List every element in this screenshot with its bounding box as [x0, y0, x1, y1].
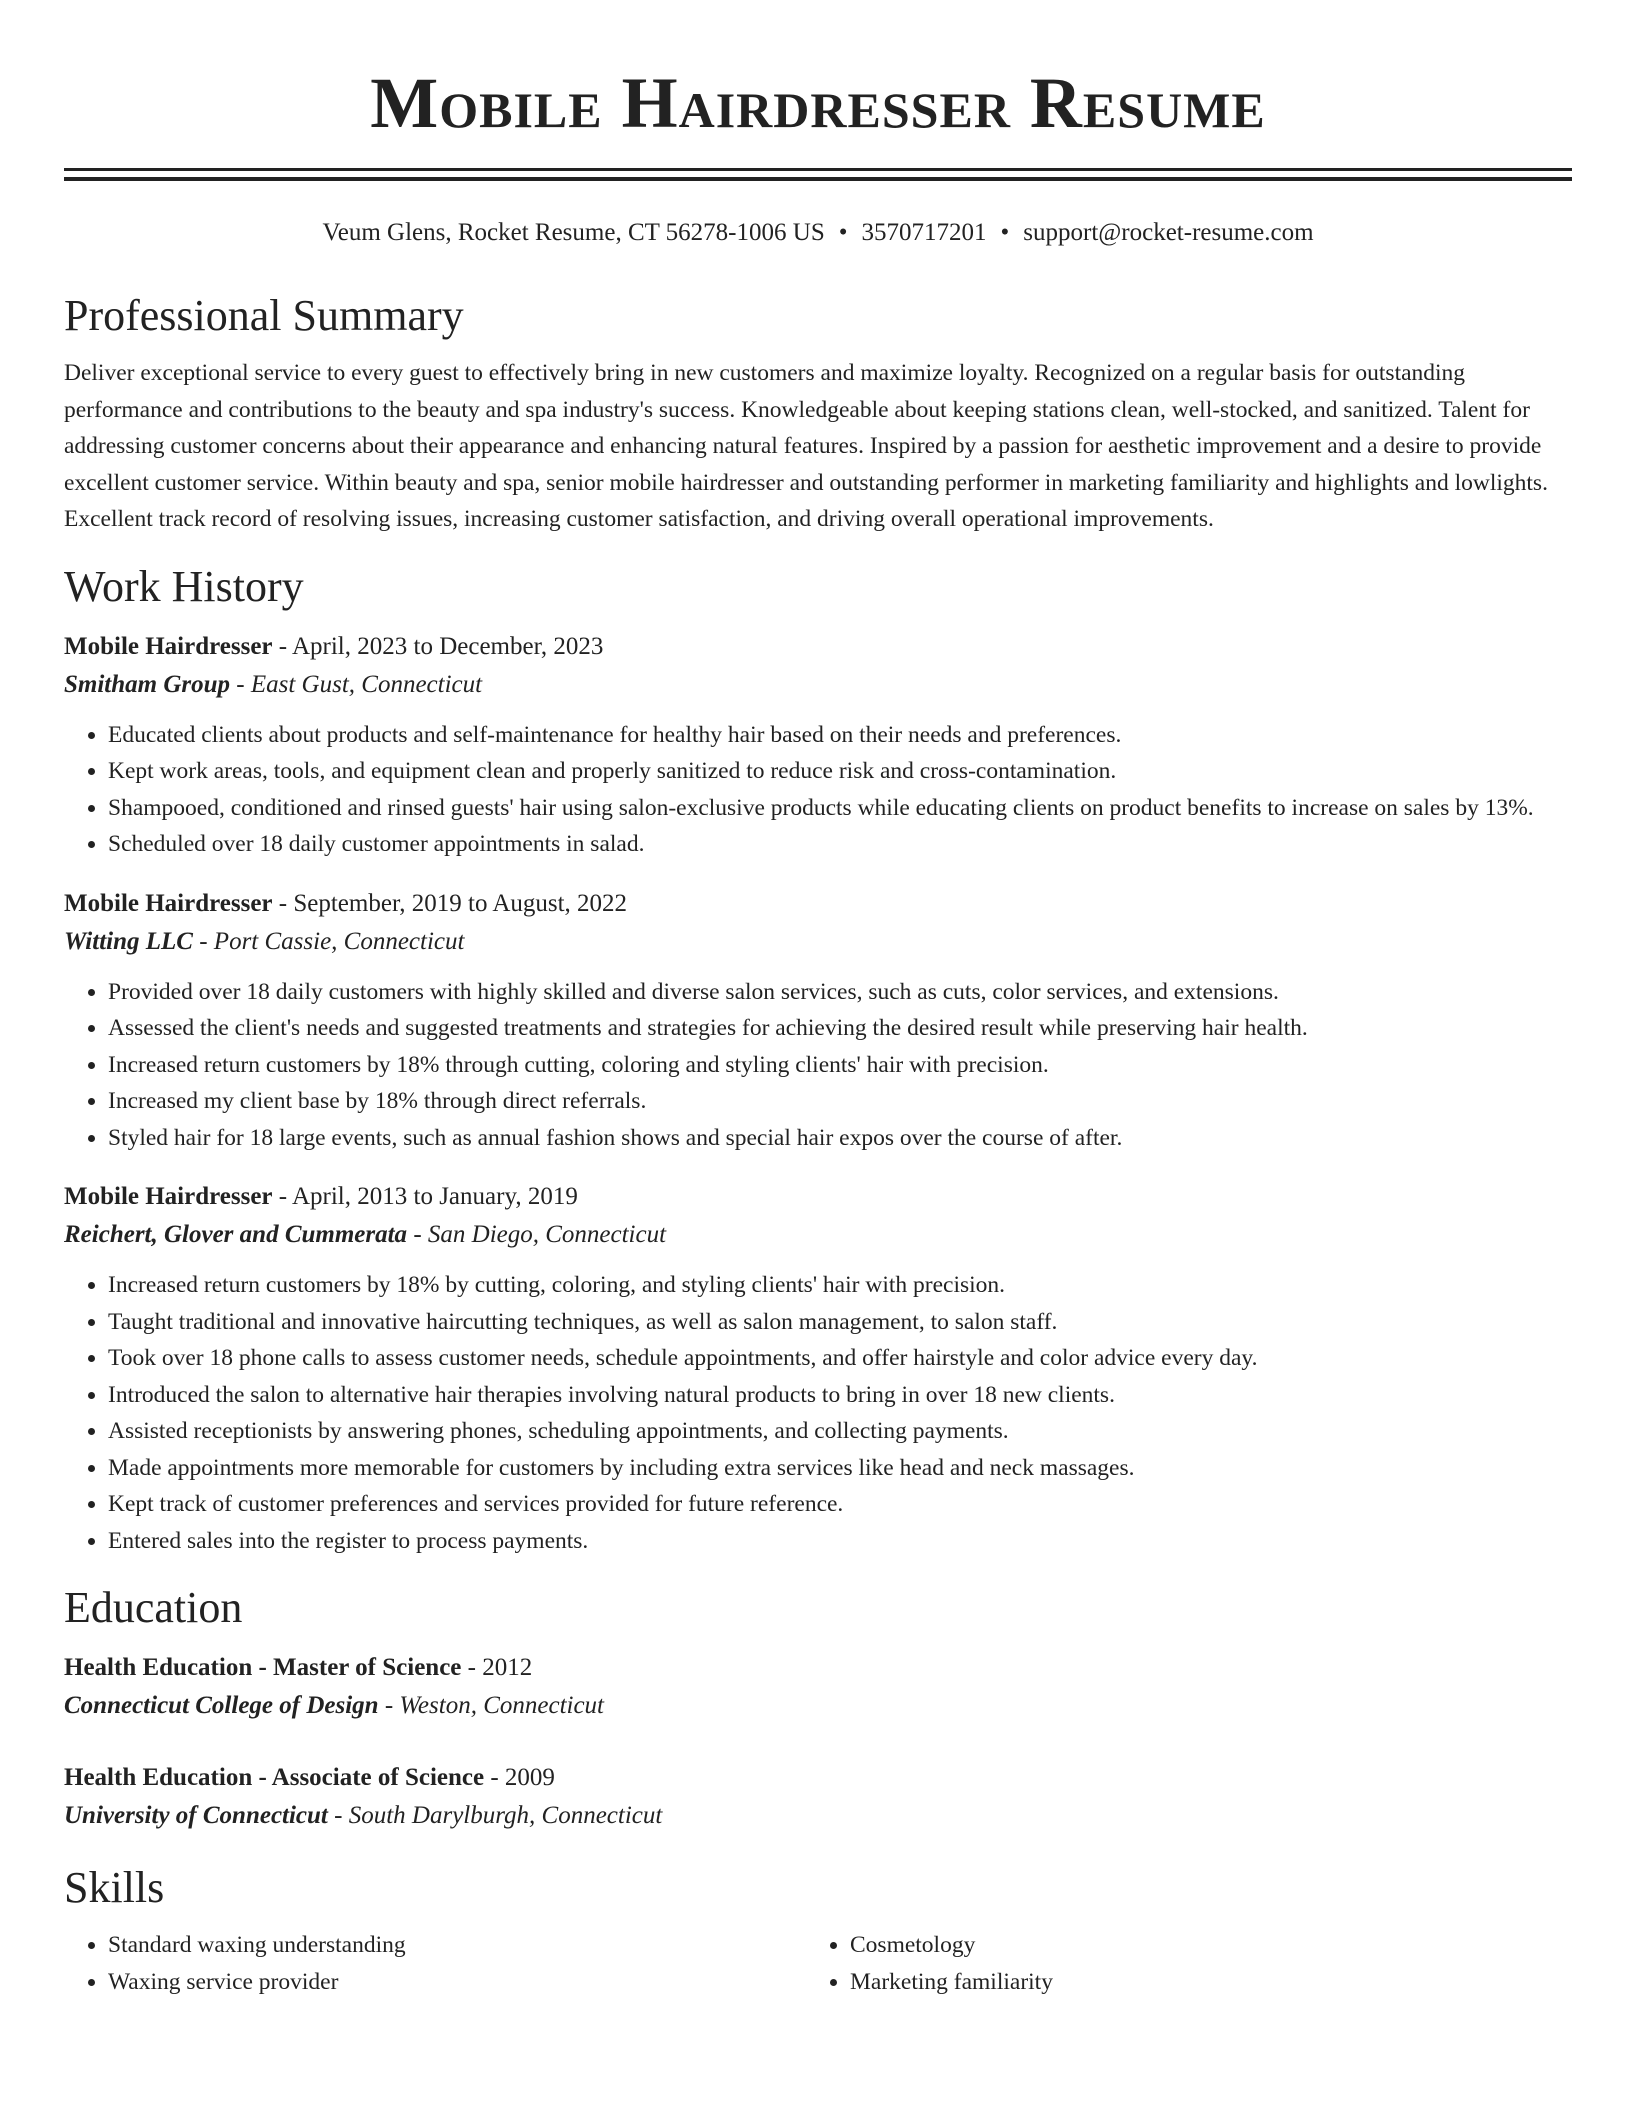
job-dates: - September, 2019 to August, 2022: [272, 889, 628, 917]
education-location: - Weston, Connecticut: [378, 1692, 605, 1719]
list-item: • Kept work areas, tools, and equipment clean and properly sanitized to reduce risk and cross-contamination.: [108, 753, 1572, 790]
list-item: • Styled hair for 18 large events, such as annual fashion shows and special hair expos over the course of after.: [108, 1120, 1572, 1157]
job-bullets: [64, 717, 1572, 863]
title-divider-top: [64, 168, 1572, 171]
contact-email: support@rocket-resume.com: [1023, 219, 1314, 246]
contact-separator: •: [1000, 219, 1010, 246]
job-bullets: [64, 1267, 1572, 1559]
skills-columns: [64, 1927, 1572, 2000]
skills-heading: Skills: [64, 1863, 165, 1912]
job-employer-line: [64, 1216, 1572, 1254]
job-employer-line: [64, 666, 1572, 704]
job-entry: [64, 628, 1572, 863]
list-item: • Waxing service provider: [108, 1964, 806, 2001]
list-item: • Entered sales into the register to process payments.: [108, 1523, 1572, 1560]
list-item: • Scheduled over 18 daily customer appointments in salad.: [108, 826, 1572, 863]
list-item: • Marketing familiarity: [850, 1964, 1548, 2001]
title-divider-bottom: [64, 177, 1572, 181]
job-location: - Port Cassie, Connecticut: [192, 927, 465, 955]
list-item: • Educated clients about products and self-maintenance for healthy hair based on their needs and preferences.: [108, 717, 1572, 754]
job-dates: - April, 2013 to January, 2019: [272, 1183, 578, 1210]
list-item: • Increased return customers by 18% through cutting, coloring and styling clients' hair with precision.: [108, 1047, 1572, 1084]
list-item: • Took over 18 phone calls to assess customer needs, schedule appointments, and offer hairstyle and color advice every day.: [108, 1340, 1572, 1377]
education-year: - 2009: [484, 1764, 555, 1791]
education-school: University of Connecticut: [64, 1802, 328, 1829]
education-entry: [64, 1649, 1572, 1725]
summary-text: Deliver exceptional service to every guest to effectively bring in new customers and maximize loyalty. Recognized on a regular basis for outstanding performance and contributions to the beauty and spa industry's success. Knowledgeable about keeping stations clean, well-stocked, and sanitized. Talent for addressing customer concerns about their appearance and enhancing natural features. Inspired by a passion for aesthetic improvement and a desire to provide excellent customer service. Within beauty and spa, senior mobile hairdresser and outstanding performer in marketing familiarity and highlights and lowlights. Excellent track record of resolving issues, increasing customer satisfaction, and driving overall operational improvements.: [64, 360, 1548, 532]
list-item: • Increased my client base by 18% through direct referrals.: [108, 1083, 1572, 1120]
list-item: • Assessed the client's needs and suggested treatments and strategies for achieving the desired result while preserving hair health.: [108, 1010, 1572, 1047]
job-title-line: [64, 1178, 1572, 1216]
skills-list-right: [806, 1927, 1548, 2000]
list-item: • Shampooed, conditioned and rinsed guests' hair using salon-exclusive products while educating clients on product benefits to increase on sales by 13%.: [108, 790, 1572, 827]
education-year: - 2012: [461, 1654, 533, 1681]
job-role: Mobile Hairdresser: [64, 632, 273, 660]
education-school-line: [64, 1687, 1572, 1725]
contact-address: Veum Glens, Rocket Resume, CT 56278-1006 US: [322, 219, 825, 246]
job-role: Mobile Hairdresser: [64, 1183, 273, 1210]
education-school: Connecticut College of Design: [64, 1692, 379, 1719]
list-item: • Taught traditional and innovative haircutting techniques, as well as salon management, to salon staff.: [108, 1304, 1572, 1341]
job-employer: Reichert, Glover and Cummerata: [64, 1221, 408, 1248]
summary-heading: Professional Summary: [64, 291, 464, 340]
list-item: • Made appointments more memorable for customers by including extra services like head and neck massages.: [108, 1450, 1572, 1487]
contact-separator: •: [838, 219, 848, 246]
job-title-line: [64, 628, 1572, 666]
contact-line: [64, 217, 1572, 249]
education-degree: Health Education - Master of Science: [64, 1654, 462, 1681]
job-employer: Smitham Group: [64, 670, 231, 698]
resume-page: [64, 0, 1572, 2000]
job-location: - East Gust, Connecticut: [230, 670, 483, 698]
contact-phone: 3570717201: [861, 219, 987, 246]
education-degree-line: [64, 1649, 1572, 1687]
work-history-heading: Work History: [64, 561, 304, 611]
education-heading: Education: [64, 1583, 243, 1632]
education-entry: [64, 1759, 1572, 1835]
list-item: • Provided over 18 daily customers with highly skilled and diverse salon services, such as cuts, color services, and extensions.: [108, 974, 1572, 1011]
job-role: Mobile Hairdresser: [64, 889, 273, 917]
list-item: • Introduced the salon to alternative hair therapies involving natural products to bring in over 18 new clients.: [108, 1377, 1572, 1414]
list-item: • Kept track of customer preferences and services provided for future reference.: [108, 1486, 1572, 1523]
job-entry: [64, 1178, 1572, 1559]
job-dates: - April, 2023 to December, 2023: [272, 632, 604, 660]
job-entry: [64, 885, 1572, 1157]
education-school-line: [64, 1797, 1572, 1835]
job-employer: Witting LLC: [64, 927, 193, 955]
resume-title: Mobile Hairdresser Resume: [370, 63, 1266, 143]
job-employer-line: [64, 923, 1572, 961]
list-item: • Increased return customers by 18% by cutting, coloring, and styling clients' hair with precision.: [108, 1267, 1572, 1304]
education-degree: Health Education - Associate of Science: [64, 1764, 485, 1791]
job-location: - San Diego, Connecticut: [407, 1221, 667, 1248]
education-location: - South Darylburgh, Connecticut: [327, 1802, 663, 1829]
list-item: • Standard waxing understanding: [108, 1927, 806, 1964]
education-degree-line: [64, 1759, 1572, 1797]
list-item: • Assisted receptionists by answering phones, scheduling appointments, and collecting payments.: [108, 1413, 1572, 1450]
skills-list-left: [64, 1927, 806, 2000]
job-title-line: [64, 885, 1572, 923]
list-item: • Cosmetology: [850, 1927, 1548, 1964]
job-bullets: [64, 974, 1572, 1157]
